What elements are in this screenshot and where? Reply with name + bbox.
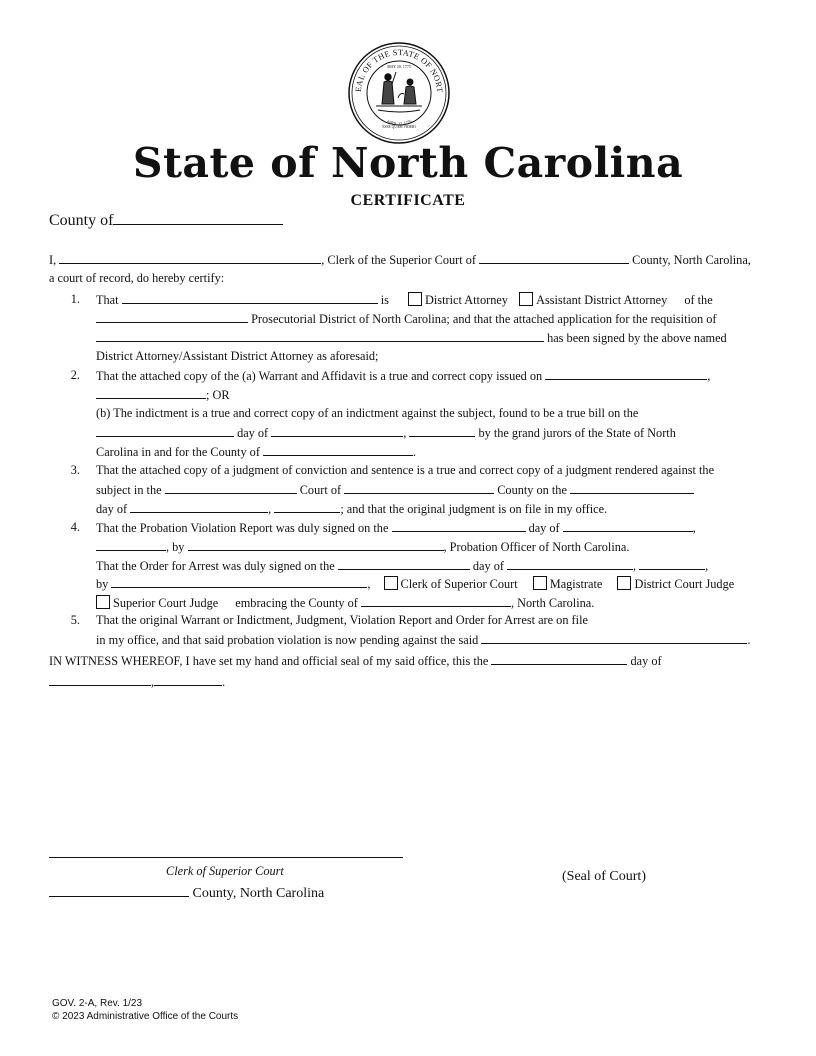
indictment-year-field[interactable]	[409, 425, 475, 437]
item2-line1	[96, 368, 710, 384]
item1-line1	[96, 292, 713, 308]
intro-clerk-text: , Clerk of the Superior Court of	[321, 253, 476, 267]
order-day-field[interactable]	[338, 558, 470, 570]
county-label: County of	[49, 212, 114, 229]
indictment-county-field[interactable]	[263, 444, 413, 456]
magistrate-label: Magistrate	[549, 577, 603, 591]
item4-order-signed: That the Order for Arrest was duly signed on the	[96, 559, 335, 573]
item4-by: , by	[166, 540, 185, 554]
item5-line2	[96, 632, 750, 648]
signature-line[interactable]	[49, 857, 403, 858]
item4-line5	[96, 595, 594, 611]
clerk-signature-label: Clerk of Superior Court	[166, 864, 284, 878]
county-line	[49, 212, 283, 230]
warrant-date-field[interactable]	[545, 368, 707, 380]
report-day-field[interactable]	[392, 520, 526, 532]
item2-or: ; OR	[206, 388, 230, 402]
item2-warrant: That the attached copy of the (a) Warrant and Affidavit is a true and correct copy issued on	[96, 369, 543, 383]
item1-line3	[96, 330, 727, 346]
comma: ,	[403, 426, 407, 440]
county-field[interactable]	[113, 213, 283, 225]
comma: ,	[692, 521, 696, 535]
item1-aforesaid: District Attorney/Assistant District Attorney as aforesaid;	[96, 349, 379, 363]
svg-text:APRIL 12, 1776: APRIL 12, 1776	[385, 118, 413, 127]
item1-that: That	[96, 293, 119, 307]
item1-signed: has been signed by the above named	[547, 331, 727, 345]
item1-of-the: of the	[684, 293, 713, 307]
item2-grand-jurors: by the grand jurors of the State of North	[478, 426, 676, 440]
magistrate-checkbox[interactable]	[533, 576, 547, 590]
indictment-day-field[interactable]	[96, 425, 234, 437]
item4-day-of: day of	[528, 521, 560, 535]
witness-day-of: day of	[630, 654, 662, 668]
order-month-field[interactable]	[507, 558, 633, 570]
svg-text:ESSE QUAM VIDERI: ESSE QUAM VIDERI	[382, 125, 416, 129]
witness-line2	[49, 674, 225, 690]
comma: ,	[633, 559, 637, 573]
clerk-superior-court-checkbox[interactable]	[384, 576, 398, 590]
seal-of-court-label: (Seal of Court)	[562, 869, 646, 884]
judgment-day-field[interactable]	[570, 482, 694, 494]
prosecutorial-district-field[interactable]	[96, 311, 248, 323]
item3-on-file: ; and that the original judgment is on file in my office.	[340, 502, 608, 516]
comma: ,	[707, 369, 711, 383]
item1-is: is	[380, 293, 389, 307]
embracing-county-field[interactable]	[361, 595, 511, 607]
svg-text:MAY 20, 1775: MAY 20, 1775	[387, 64, 411, 69]
witness-month-field[interactable]	[49, 674, 151, 686]
indictment-month-field[interactable]	[271, 425, 403, 437]
assistant-da-checkbox[interactable]	[519, 292, 533, 306]
report-year-field[interactable]	[96, 539, 166, 551]
item2-indictment: (b) The indictment is a true and correct copy of an indictment against the subject, found to be a true bill on the	[96, 406, 639, 420]
probation-officer-field[interactable]	[188, 539, 444, 551]
subject-name-field[interactable]	[481, 632, 747, 644]
da-name-field[interactable]	[122, 292, 378, 304]
intro-county-nc: County, North Carolina,	[632, 253, 751, 267]
item-number: 3.	[70, 463, 80, 477]
item3-court-of: Court of	[299, 483, 342, 497]
item4-nc-period: , North Carolina.	[510, 596, 595, 610]
order-signer-field[interactable]	[111, 576, 367, 588]
item3-day-of: day of	[96, 502, 128, 516]
comma: ,	[367, 577, 371, 591]
period: .	[222, 675, 226, 689]
comma: ,	[268, 502, 272, 516]
requisition-subject-field[interactable]	[96, 330, 544, 342]
period: .	[747, 633, 751, 647]
intro-i: I,	[49, 253, 57, 267]
witness-year-field[interactable]	[154, 674, 222, 686]
state-seal	[348, 42, 450, 144]
item3-line3	[96, 501, 607, 517]
item4-embracing: embracing the County of	[235, 596, 358, 610]
item5-pending: in my office, and that said probation violation is now pending against the said	[96, 633, 479, 647]
signature-county-field[interactable]	[49, 884, 189, 897]
item3-subject-in: subject in the	[96, 483, 162, 497]
item4-day-of: day of	[472, 559, 504, 573]
period: .	[413, 445, 417, 459]
form-number: GOV. 2-A, Rev. 1/23	[52, 998, 143, 1009]
district-attorney-checkbox[interactable]	[408, 292, 422, 306]
superior-court-judge-checkbox[interactable]	[96, 595, 110, 609]
item2-day-of: day of	[237, 426, 269, 440]
item-number: 4.	[70, 520, 80, 534]
item-number: 2.	[70, 368, 80, 382]
witness-day-field[interactable]	[491, 653, 627, 665]
superior-court-county-field[interactable]	[479, 252, 629, 264]
item-number: 5.	[70, 613, 80, 627]
witness-text: IN WITNESS WHEREOF, I have set my hand and official seal of my said office, this the	[49, 654, 489, 668]
assistant-da-label: Assistant District Attorney	[536, 293, 668, 307]
item3-county-on: County on the	[497, 483, 567, 497]
item1-line2	[96, 311, 717, 327]
judgment-month-field[interactable]	[130, 501, 268, 513]
item2-line5	[96, 444, 416, 460]
item4-line1	[96, 520, 696, 536]
comma: ,	[151, 675, 155, 689]
signature-county-nc: County, North Carolina	[192, 886, 325, 901]
district-attorney-label: District Attorney	[424, 293, 508, 307]
warrant-year-field[interactable]	[96, 387, 206, 399]
signature-county-line	[49, 884, 324, 902]
comma: ,	[705, 559, 709, 573]
state-title: State of North Carolina	[132, 139, 684, 187]
superior-court-judge-label: Superior Court Judge	[113, 596, 219, 610]
item3-line2	[96, 482, 694, 498]
report-month-field[interactable]	[563, 520, 693, 532]
item4-line3	[96, 558, 708, 574]
clerk-name-field[interactable]	[59, 252, 321, 264]
item2-carolina-in: Carolina in and for the County of	[96, 445, 260, 459]
district-court-judge-label: District Court Judge	[634, 577, 735, 591]
copyright: © 2023 Administrative Office of the Courts	[52, 1011, 239, 1022]
clerk-superior-court-label: Clerk of Superior Court	[400, 577, 518, 591]
witness-line	[49, 653, 662, 669]
svg-text:THE GREAT SEAL OF THE STATE OF: EAL OF THE STATE OF NORT	[353, 47, 445, 94]
court-of-record: a court of record, do hereby certify:	[49, 271, 225, 285]
certificate-heading: CERTIFICATE	[350, 192, 466, 209]
district-court-judge-checkbox[interactable]	[617, 576, 631, 590]
item4-line4	[96, 576, 734, 592]
item4-by2: by	[96, 577, 109, 591]
item4-probation-signed: That the Probation Violation Report was duly signed on the	[96, 521, 389, 535]
item4-officer: , Probation Officer of North Carolina.	[443, 540, 630, 554]
item-number: 1.	[70, 292, 80, 306]
intro-line	[49, 252, 751, 268]
item1-prosecutorial: Prosecutorial District of North Carolina; and that the attached application for the requisition of	[251, 312, 717, 326]
judgment-county-field[interactable]	[344, 482, 494, 494]
court-type-field[interactable]	[165, 482, 297, 494]
item5-line1: That the original Warrant or Indictment, Judgment, Violation Report and Order for Arrest are on file	[96, 613, 588, 627]
order-year-field[interactable]	[639, 558, 705, 570]
item3-line1: That the attached copy of a judgment of conviction and sentence is a true and correct copy of a judgment rendered against the	[96, 463, 715, 477]
item2-line2	[96, 387, 230, 403]
judgment-year-field[interactable]	[274, 501, 340, 513]
item4-line2	[96, 539, 629, 555]
item2-line4	[96, 425, 676, 441]
